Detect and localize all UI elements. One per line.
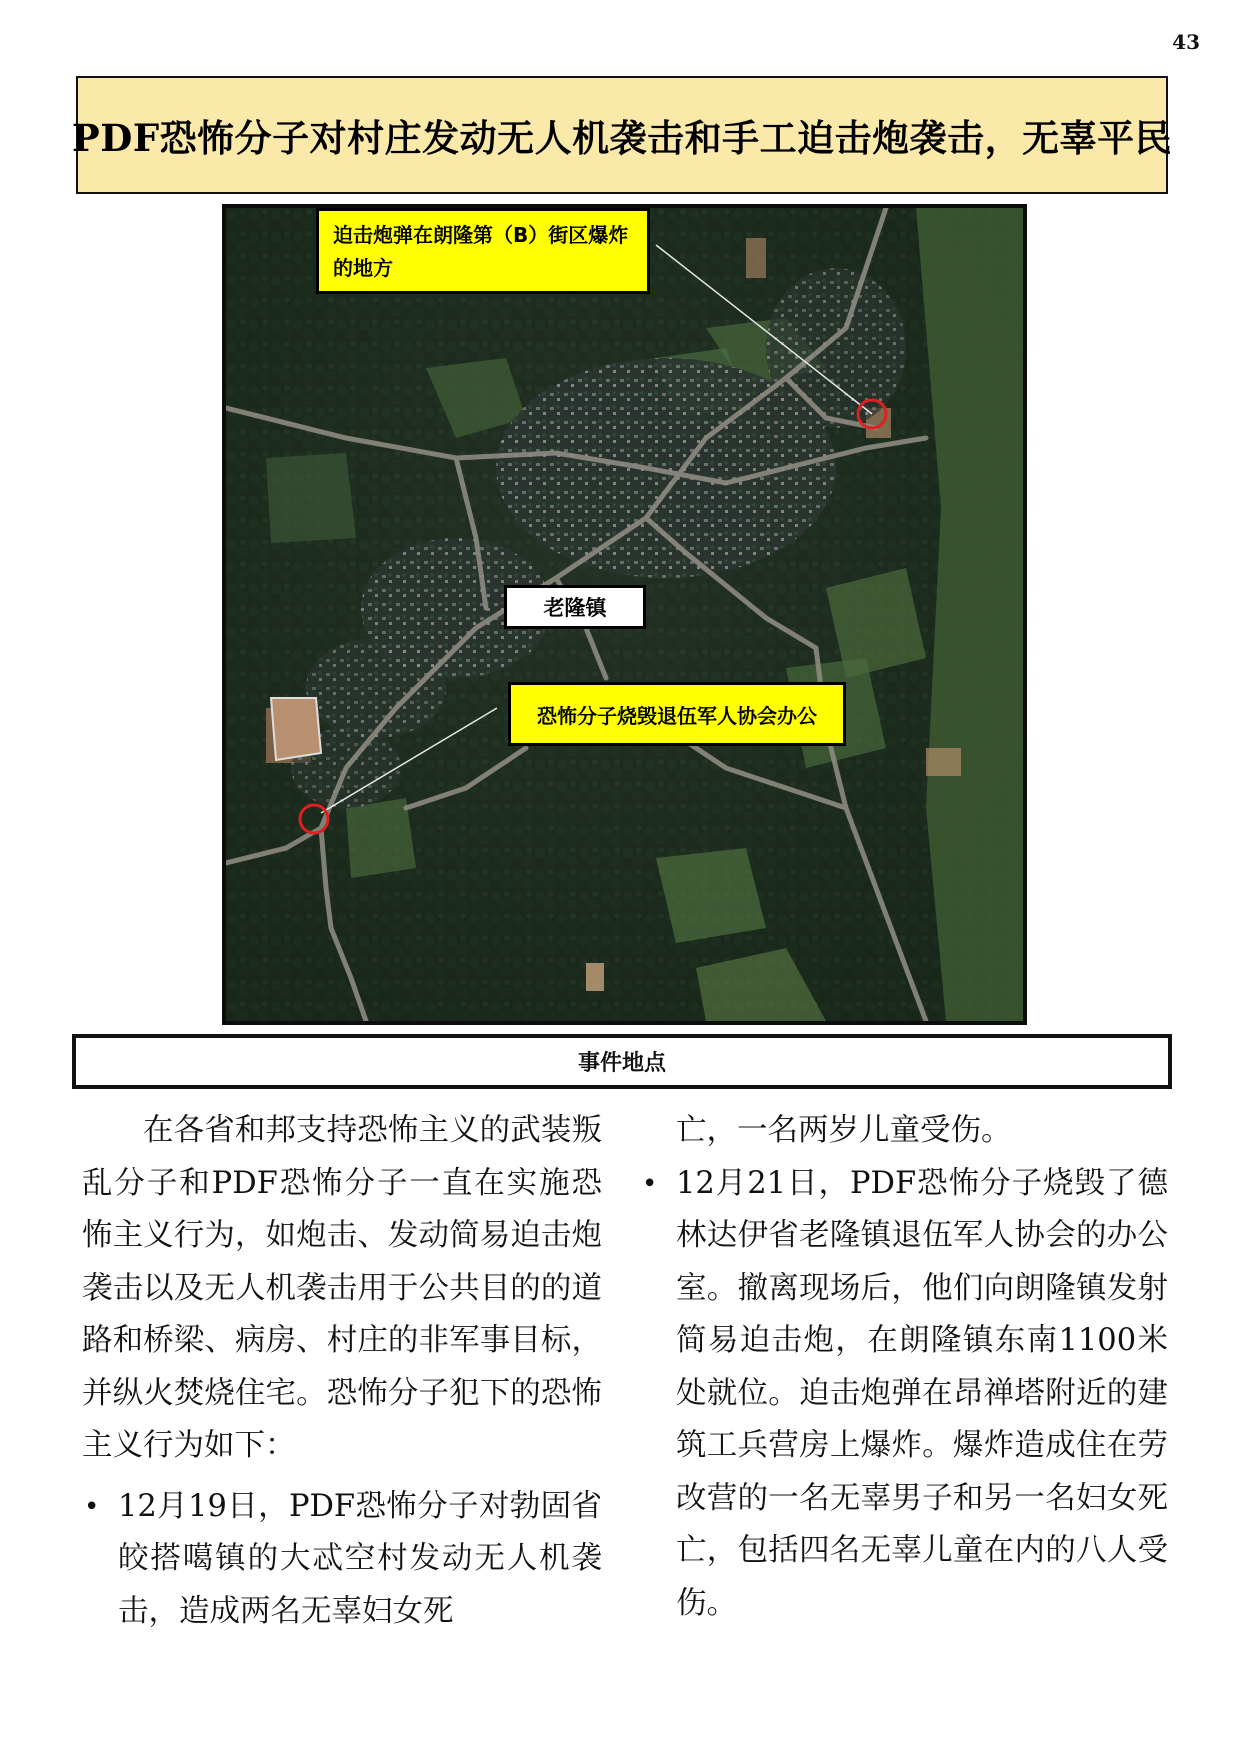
figure-caption-box xyxy=(72,1034,1172,1089)
town-label-box xyxy=(504,585,646,629)
figure-caption: 事件地点 xyxy=(577,1051,666,1076)
page-number: 43 xyxy=(1172,30,1200,54)
callout-mortar-site xyxy=(316,208,650,294)
town-label: 老隆镇 xyxy=(543,596,607,620)
list-item-continuation: 亡，一名两岁儿童受伤。 xyxy=(676,1113,1012,1148)
bullet-icon: • xyxy=(642,1168,658,1199)
title-banner xyxy=(71,76,1173,194)
callout-office-text: 恐怖分子烧毁退伍军人协会办公 xyxy=(537,703,817,728)
list-item xyxy=(640,1158,1168,1631)
satellite-map xyxy=(222,204,1027,1025)
list-item xyxy=(82,1481,602,1639)
bullet-icon: • xyxy=(84,1491,100,1522)
callout-mortar-text: 迫击炮弹在朗隆第（B）街区爆炸的地方 xyxy=(333,223,629,280)
callout-office-burned xyxy=(508,682,846,746)
list-item-text: 12月21日，PDF恐怖分子烧毁了德林达伊省老隆镇退伍军人协会的办公室。撤离现场后，他们向朗隆镇发射简易迫击炮，在朗隆镇东南1100米处就位。迫击炮弹在昂禅塔附近的建筑工兵营房上爆炸。爆炸造成住在劳改营的一名无辜男子和另一名妇女死亡，包括四名无辜儿童在内的八人受伤。 xyxy=(676,1165,1168,1621)
list-item-text: 12月19日，PDF恐怖分子对勃固省皎搭噶镇的大忒空村发动无人机袭击，造成两名无辜妇女死 xyxy=(118,1488,602,1629)
text-column-right xyxy=(640,1105,1168,1630)
intro-paragraph: 在各省和邦支持恐怖主义的武装叛乱分子和PDF恐怖分子一直在实施恐怖主义行为，如炮击、发动简易迫击炮袭击以及无人机袭击用于公共目的的道路和桥梁、病房、村庄的非军事目标，并纵火焚烧住宅。恐怖分子犯下的恐怖主义行为如下： xyxy=(82,1113,602,1463)
text-column-left xyxy=(82,1105,602,1638)
page-title: PDF恐怖分子对村庄发动无人机袭击和手工迫击炮袭击，无辜平民 xyxy=(71,116,1173,160)
